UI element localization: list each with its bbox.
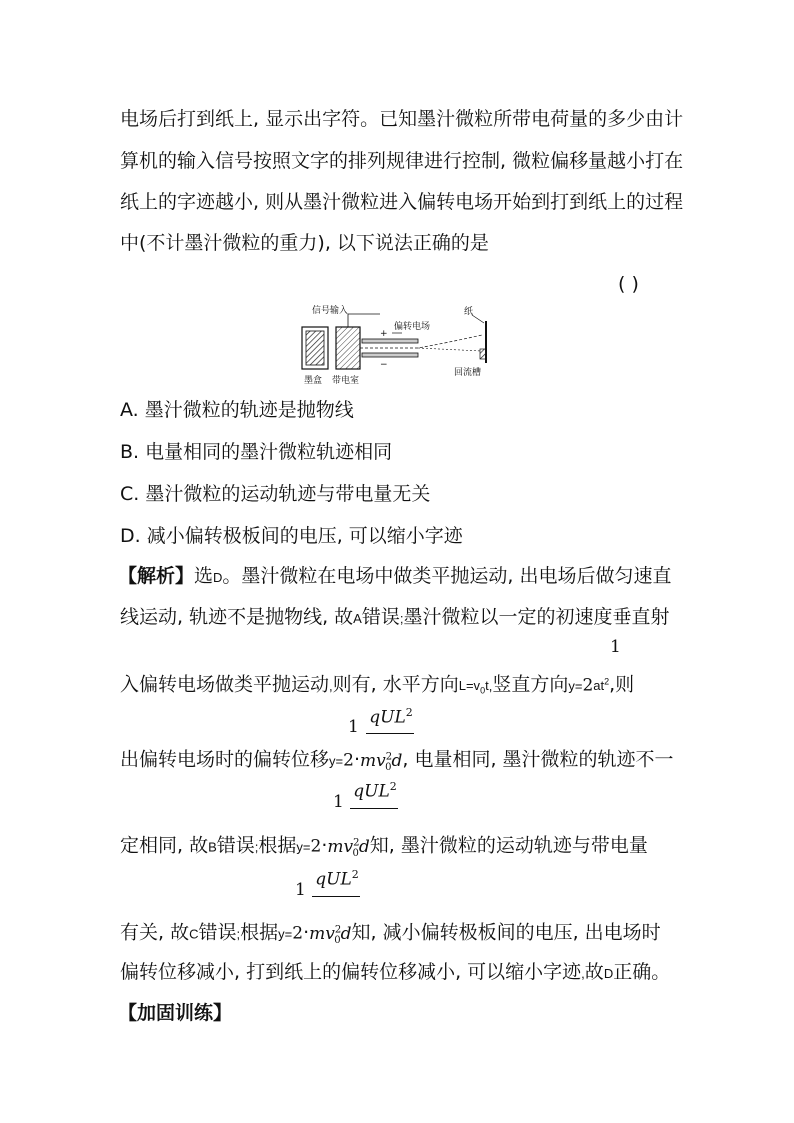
label-ink-box: 墨盒: [304, 376, 323, 386]
frac-bar-3: [350, 808, 398, 809]
option-a: A. 墨汁微粒的轨迹是抛物线: [120, 399, 354, 421]
option-c: C. 墨汁微粒的运动轨迹与带电量无关: [120, 483, 431, 505]
charge-room-shape: [336, 327, 360, 369]
section-title-reinforce: 【加固训练】: [118, 1002, 233, 1024]
frac-half-num-3: 1: [333, 792, 344, 812]
frac-half-num-4: 1: [295, 880, 306, 900]
frac-denominator-3: $mv^2_0d$: [327, 836, 370, 860]
return-tank-shape: [480, 349, 486, 359]
label-return-tank: 回流槽: [454, 368, 482, 378]
analysis-line-4: 出偏转电场时的偏转位移$y=2\cdot mv^2_0d$, 电量相同, 墨汁微粒的轨迹不一: [120, 748, 674, 774]
question-line-4: 中(不计墨汁微粒的重力), 以下说法正确的是: [120, 232, 489, 254]
lower-plate: [362, 353, 418, 357]
frac-denominator-2: $mv^2_0d$: [359, 750, 403, 774]
label-signal-input: 信号输入: [312, 306, 349, 316]
question-line-2: 算机的输入信号按照文字的排列规律进行控制, 微粒偏移量越小打在: [120, 150, 684, 172]
analysis-line-5: 定相同, 故B错误;根据$y=2\cdot mv^2_0d$知, 墨汁微粒的运动轨迹与带电量: [120, 834, 648, 860]
analysis-line-6: 有关, 故C错误;根据$y=2\cdot mv^2_0d$知, 减小偏转极板间的电压, 出电场时: [120, 921, 661, 947]
inkjet-diagram: [296, 305, 500, 391]
frac-denominator-4: $mv^2_0d$: [309, 923, 352, 947]
question-line-1: 电场后打到纸上, 显示出字符。已知墨汁微粒所带电荷量的多少由计: [120, 108, 684, 130]
answer-bracket: ( ): [618, 273, 639, 295]
formula-horizontal: $L=v_0t$: [458, 678, 489, 696]
label-paper: 纸: [464, 307, 474, 317]
upper-plate: [362, 339, 418, 343]
frac-half-num-2: 1: [348, 717, 359, 737]
formula-vertical: $at^2$: [593, 677, 610, 694]
label-plus: +: [380, 329, 388, 339]
frac-numerator-4: qUL$^2$: [315, 868, 359, 890]
analysis-tag: 【解析】: [118, 565, 195, 587]
label-minus: −: [380, 360, 388, 370]
label-deflect-field: 偏转电场: [394, 322, 431, 332]
frac-numerator-3: qUL$^2$: [353, 780, 397, 802]
question-line-3: 纸上的字迹越小, 则从墨汁微粒进入偏转电场开始到打到纸上的过程: [120, 191, 684, 213]
analysis-line-1: 【解析】选D。墨汁微粒在电场中做类平抛运动, 出电场后做匀速直: [118, 565, 672, 587]
label-charge-room: 带电室: [332, 376, 360, 386]
frac-bar-2: [366, 733, 414, 734]
analysis-line-7: 偏转位移减小, 打到纸上的偏转位移减小, 可以缩小字迹,故D正确。: [120, 961, 671, 983]
analysis-line-3: 入偏转电场做类平抛运动,则有, 水平方向$L=v_0t$,竖直方向$y=2at^2$,则: [120, 673, 635, 696]
frac-bar-4: [312, 896, 360, 897]
analysis-line-2: 线运动, 轨迹不是抛物线, 故A错误;墨汁微粒以一定的初速度垂直射: [120, 606, 670, 628]
option-d: D. 减小偏转极板间的电压, 可以缩小字迹: [120, 525, 463, 547]
frac-numerator-2: qUL$^2$: [369, 706, 413, 728]
option-b: B. 电量相同的墨汁微粒轨迹相同: [120, 441, 393, 463]
frac-half-num-1: 1: [610, 637, 621, 657]
